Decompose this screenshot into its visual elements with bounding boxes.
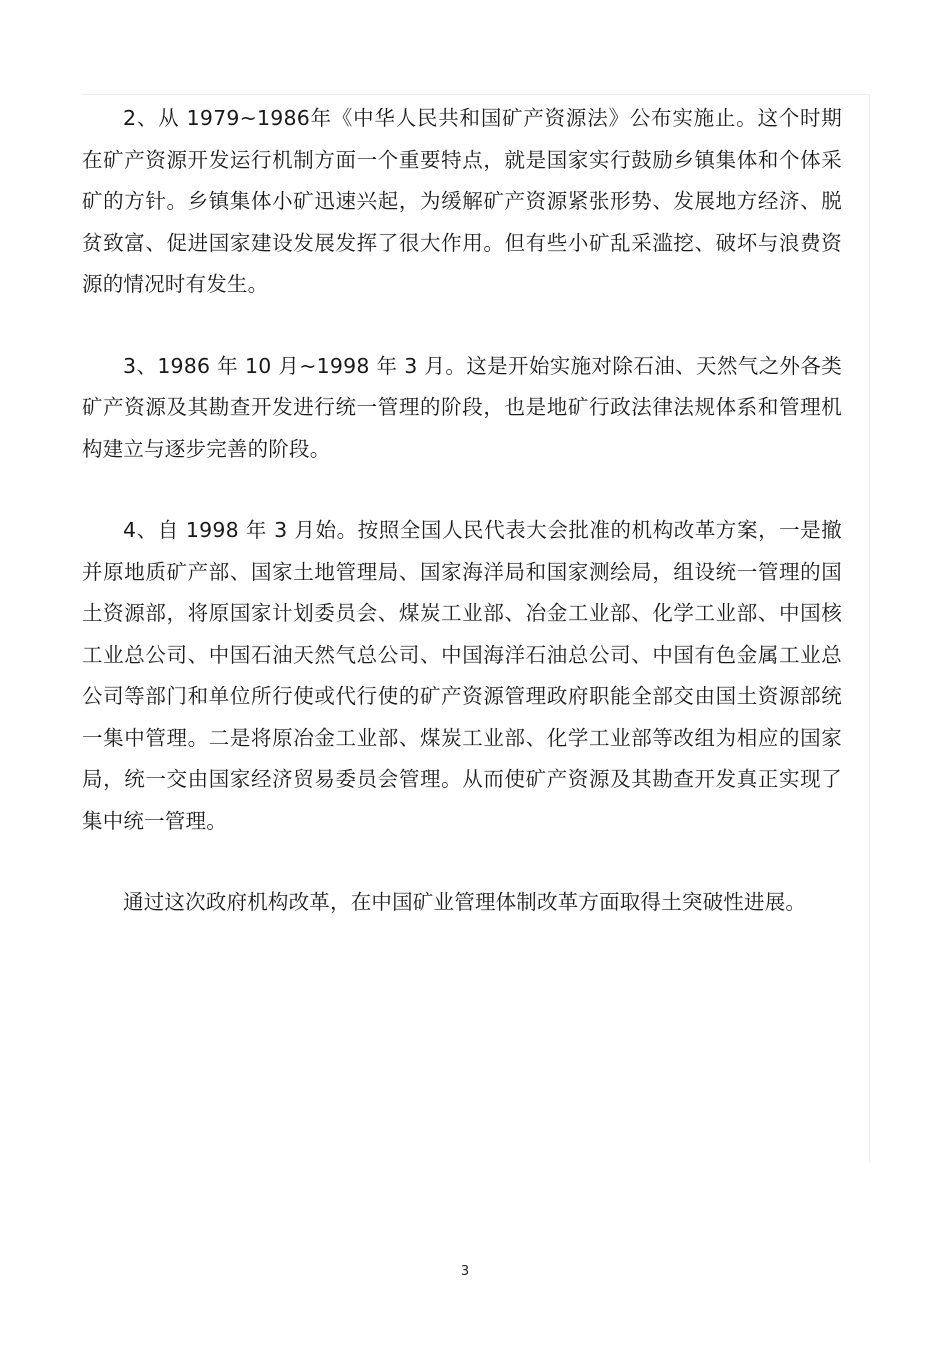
- paragraph-period-4: 4、自 1998 年 3 月始。按照全国人民代表大会批准的机构改革方案，一是撤并原地质矿产部、国家土地管理局、国家海洋局和国家测绘局，组设统一管理的国土资源部，将原国家计划委员会、煤炭工业部、冶金工业部、化学工业部、中国核工业总公司、中国石油天然气总公司、中国海洋石油总公司、中国有色金属工业总公司等部门和单位所行使或代行使的矿产资源管理政府职能全部交由国土资源部统一集中管理。二是将原冶金工业部、煤炭工业部、化学工业部等改组为相应的国家局，统一交由国家经济贸易委员会管理。从而使矿产资源及其勘查开发真正实现了集中统一管理。: [82, 518, 842, 833]
- page-top-border: [82, 94, 870, 95]
- paragraph-conclusion: 通过这次政府机构改革，在中国矿业管理体制改革方面取得土突破性进展。: [123, 890, 807, 914]
- page-number: 3: [460, 1264, 470, 1279]
- page-right-border: [869, 94, 870, 1162]
- paragraph-period-3: 3、1986 年 10 月~1998 年 3 月。这是开始实施对除石油、天然气之外各类矿产资源及其勘查开发进行统一管理的阶段，也是地矿行政法律法规体系和管理机构建立与逐步完善的阶段。: [82, 353, 842, 461]
- paragraph-period-2: 2、从 1979~1986年《中华人民共和国矿产资源法》公布实施止。这个时期在矿产资源开发运行机制方面一个重要特点，就是国家实行鼓励乡镇集体和个体采矿的方针。乡镇集体小矿迅速兴起，为缓解矿产资源紧张形势、发展地方经济、脱贫致富、促进国家建设发展发挥了很大作用。但有些小矿乱采滥挖、破坏与浪费资源的情况时有发生。: [82, 106, 842, 296]
- document-body: [82, 98, 842, 964]
